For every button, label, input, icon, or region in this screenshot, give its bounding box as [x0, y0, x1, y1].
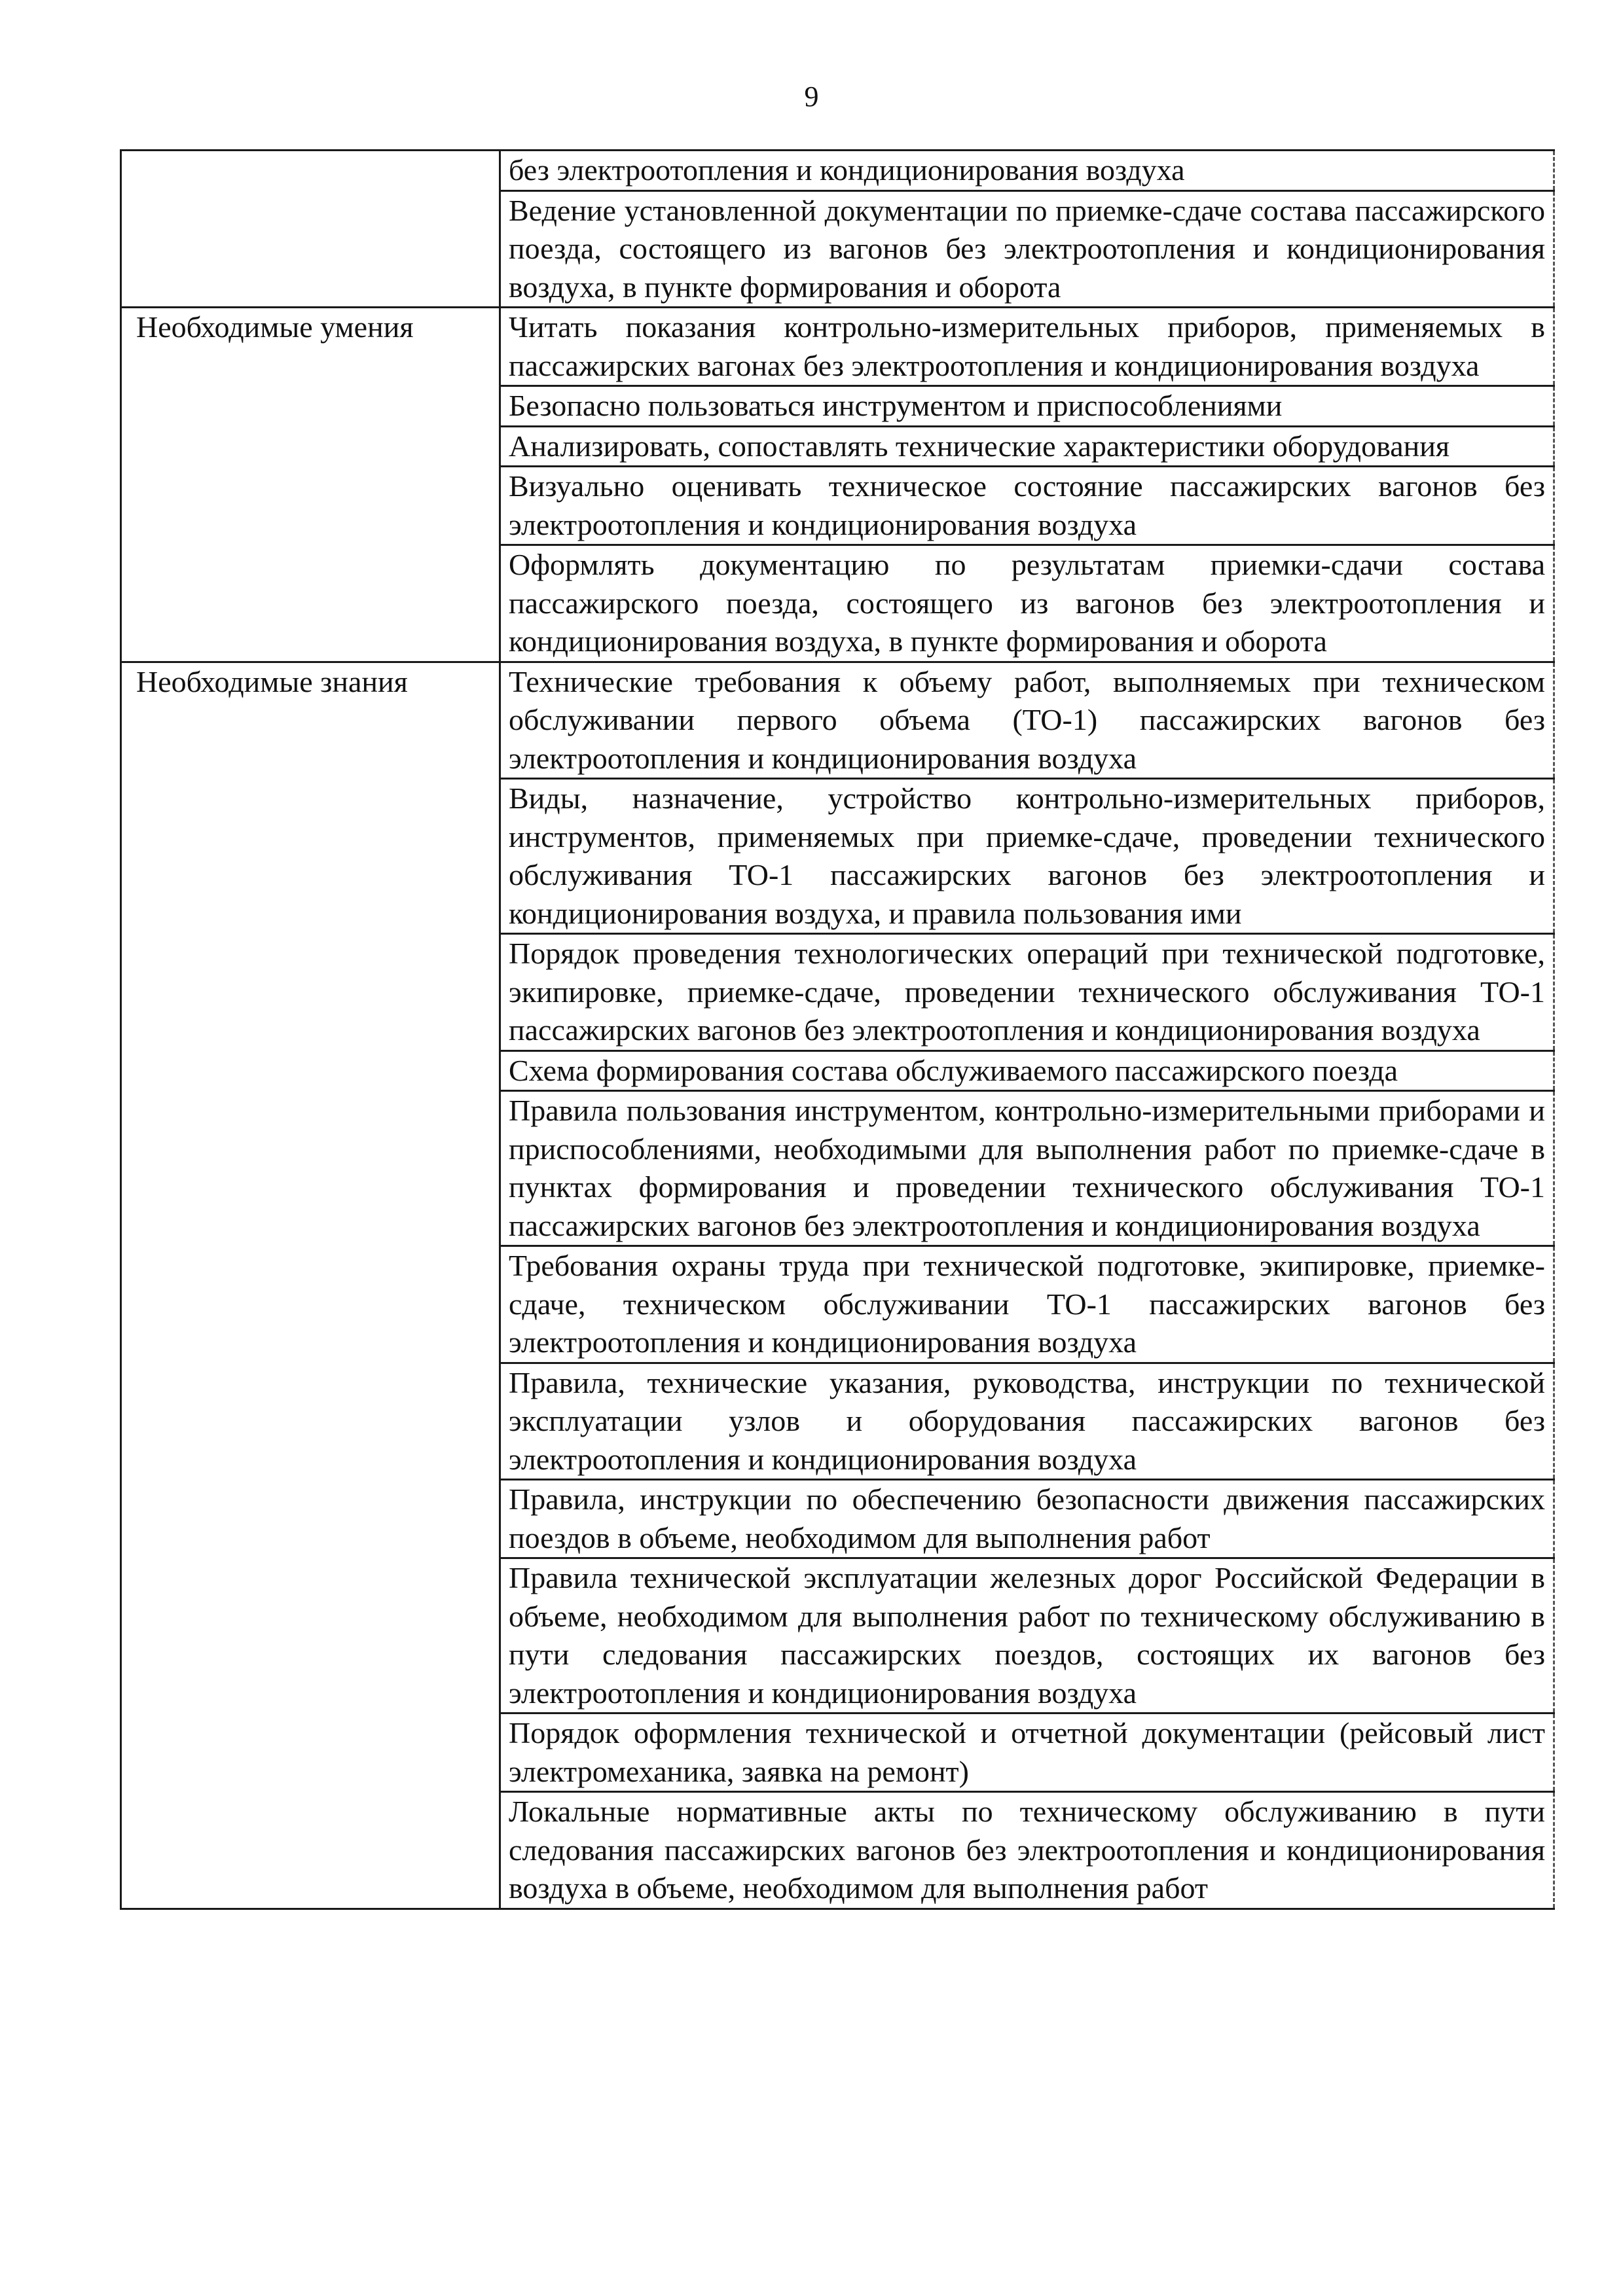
table-row [121, 151, 1554, 191]
table-cell: Локальные нормативные акты по техническому обслуживанию в пути следования пассажирских вагонов без электроотопления и кондиционирования воздуха в объеме, необходимом для выполнения работ [500, 1792, 1554, 1909]
table-cell: Анализировать, сопоставлять технические характеристики оборудования [500, 426, 1554, 467]
table-cell: без электроотопления и кондиционирования воздуха [500, 151, 1554, 191]
table-cell: Безопасно пользоваться инструментом и приспособлениями [500, 386, 1554, 427]
table-cell: Правила, инструкции по обеспечению безопасности движения пассажирских поездов в объеме, необходимом для выполнения работ [500, 1480, 1554, 1558]
section-label-skills: Необходимые умения [121, 308, 500, 662]
table-row [121, 308, 1554, 386]
section-label [121, 151, 500, 308]
table-cell: Технические требования к объему работ, выполняемых при техническом обслуживании первого объема (ТО-1) пассажирских вагонов без электроотопления и кондиционирования воздуха [500, 662, 1554, 779]
table-cell: Требования охраны труда при технической подготовке, экипировке, приемке-сдаче, техническом обслуживании ТО-1 пассажирских вагонов без электроотопления и кондиционирования воздуха [500, 1246, 1554, 1363]
table-cell: Читать показания контрольно-измерительных приборов, применяемых в пассажирских вагонах без электроотопления и кондиционирования воздуха [500, 308, 1554, 386]
section-label-knowledge: Необходимые знания [121, 662, 500, 1909]
table-cell: Схема формирования состава обслуживаемого пассажирского поезда [500, 1050, 1554, 1091]
table-cell: Правила пользования инструментом, контрольно-измерительными приборами и приспособлениями, необходимыми для выполнения работ по приемке-сдаче в пунктах формирования и проведении технического обслуживания ТО-1 пассажирских вагонов без электроотопления и кондиционирования воздуха [500, 1091, 1554, 1246]
page-number: 9 [804, 81, 819, 113]
table-cell: Порядок оформления технической и отчетной документации (рейсовый лист электромеханика, заявка на ремонт) [500, 1713, 1554, 1792]
table-cell: Правила, технические указания, руководства, инструкции по технической эксплуатации узлов и оборудования пассажирских вагонов без электроотопления и кондиционирования воздуха [500, 1363, 1554, 1480]
table-cell: Виды, назначение, устройство контрольно-измерительных приборов, инструментов, применяемых при приемке-сдаче, проведении технического обслуживания ТО-1 пассажирских вагонов без электроотопления и кондиционирования воздуха, и правила пользования ими [500, 779, 1554, 934]
table-cell: Визуально оценивать техническое состояние пассажирских вагонов без электроотопления и кондиционирования воздуха [500, 467, 1554, 545]
table-cell: Правила технической эксплуатации железных дорог Российской Федерации в объеме, необходимом для выполнения работ по техническому обслуживанию в пути следования пассажирских поездов, состоящих их вагонов без электроотопления и кондиционирования воздуха [500, 1558, 1554, 1713]
table-row [121, 662, 1554, 779]
table-cell: Порядок проведения технологических операций при технической подготовке, экипировке, приемке-сдаче, проведении технического обслуживания ТО-1 пассажирских вагонов без электроотопления и кондиционирования воздуха [500, 934, 1554, 1051]
table-cell: Оформлять документацию по результатам приемки-сдачи состава пассажирского поезда, состоящего из вагонов без электроотопления и кондиционирования воздуха, в пункте формирования и оборота [500, 545, 1554, 662]
competency-table [120, 149, 1555, 1910]
table-cell: Ведение установленной документации по приемке-сдаче состава пассажирского поезда, состоящего из вагонов без электроотопления и кондиционирования воздуха, в пункте формирования и оборота [500, 190, 1554, 308]
